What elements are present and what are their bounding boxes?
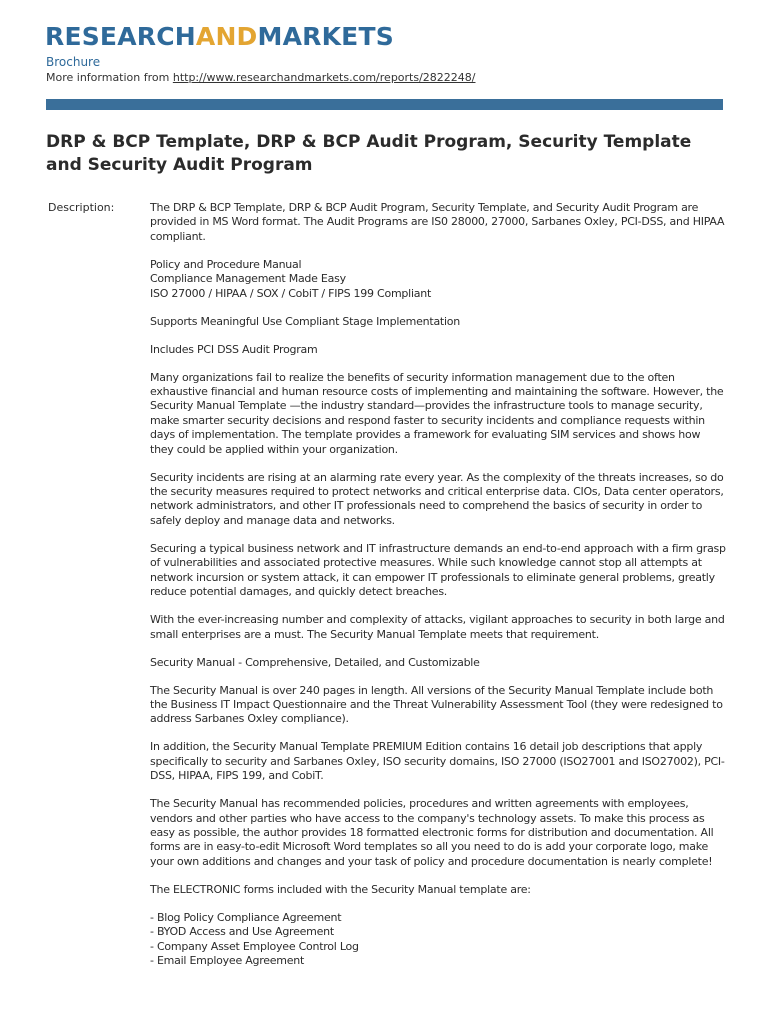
list-item: - BYOD Access and Use Agreement bbox=[150, 925, 334, 939]
logo-markets: MARKETS bbox=[257, 22, 394, 51]
logo-research: RESEARCH bbox=[45, 22, 196, 51]
paragraph: Security Manual - Comprehensive, Detailed, and Customizable bbox=[150, 655, 480, 669]
brochure-label: Brochure bbox=[46, 55, 101, 69]
paragraph: Securing a typical business network and IT infrastructure demands an end-to-end approach with a firm grasp of vulnerabilities and associated protective measures. While such knowledge cannot stop all attempts at network incursion or system attack, it can empower IT professionals to eliminate general problems, greatly reduce potential damages, and quickly detect breaches. bbox=[150, 541, 726, 599]
list-item: - Company Asset Employee Control Log bbox=[150, 939, 359, 953]
paragraph: Many organizations fail to realize the benefits of security information management due to the often exhaustive financial and human resource costs of implementing and maintaining the software. However, the Security Manual Template —the industry standard—provides the infrastructure tools to manage security, make smarter security decisions and respond faster to security incidents and compliance requests within days of implementation. The template provides a framework for evaluating SIM services and shows how they could be applied within your organization. bbox=[150, 370, 724, 456]
logo bbox=[45, 22, 394, 52]
paragraph: With the ever-increasing number and complexity of attacks, vigilant approaches to security in both large and small enterprises are a must. The Security Manual Template meets that requirement. bbox=[150, 613, 725, 641]
paragraph: Includes PCI DSS Audit Program bbox=[150, 342, 318, 356]
paragraph: The DRP & BCP Template, DRP & BCP Audit Program, Security Template, and Security Audit Program are provided in MS Word format. The Audit Programs are IS0 28000, 27000, Sarbanes Oxley, PCI-DSS, and HIPAA compliant. bbox=[150, 201, 725, 243]
description-body bbox=[150, 201, 726, 968]
logo-and: AND bbox=[195, 22, 258, 51]
more-info-line bbox=[46, 70, 476, 85]
paragraph: The ELECTRONIC forms included with the Security Manual template are: bbox=[150, 882, 531, 896]
list-item: - Blog Policy Compliance Agreement bbox=[150, 910, 342, 924]
header-divider-bar bbox=[46, 99, 723, 110]
report-link[interactable]: http://www.researchandmarkets.com/reports/2822248/ bbox=[172, 71, 476, 84]
paragraph-feature-lines bbox=[150, 258, 726, 301]
paragraph: In addition, the Security Manual Template PREMIUM Edition contains 16 detail job descriptions that apply specifically to security and Sarbanes Oxley, ISO security domains, ISO 27000 (ISO27001 and ISO27002), PCI-DSS, HIPAA, FIPS 199, and CobiT. bbox=[150, 740, 725, 783]
paragraph: The Security Manual is over 240 pages in length. All versions of the Security Manual Template include both the Business IT Impact Questionnaire and the Threat Vulnerability Assessment Tool (they were redesigned to address Sarbanes Oxley compliance). bbox=[150, 683, 723, 726]
paragraph: The Security Manual has recommended policies, procedures and written agreements with employees, vendors and other parties who have access to the company's technology assets. To make this process as easy as possible, the author provides 18 formatted electronic forms for distribution and documentation. All forms are in easy-to-edit Microsoft Word templates so all you need to do is add your corporate logo, make your own additions and changes and your task of policy and procedure documentation is nearly complete! bbox=[150, 797, 714, 868]
page-title: DRP & BCP Template, DRP & BCP Audit Program, Security Template and Security Audit Program bbox=[46, 132, 692, 175]
more-info-prefix: More information from bbox=[46, 71, 173, 84]
feature-line: Policy and Procedure Manual bbox=[150, 257, 302, 271]
paragraph: Security incidents are rising at an alarming rate every year. As the complexity of the threats increases, so do the security measures required to protect networks and critical enterprise data. CIOs, Data center operators, network administrators, and other IT professionals need to comprehend the basics of security in order to safely deploy and manage data and networks. bbox=[150, 470, 724, 527]
paragraph: Supports Meaningful Use Compliant Stage Implementation bbox=[150, 314, 461, 328]
feature-line: Compliance Management Made Easy bbox=[150, 272, 346, 286]
feature-line: ISO 27000 / HIPAA / SOX / CobiT / FIPS 199 Compliant bbox=[150, 286, 432, 300]
description-label: Description: bbox=[48, 201, 115, 214]
list-item: - Email Employee Agreement bbox=[150, 953, 305, 967]
